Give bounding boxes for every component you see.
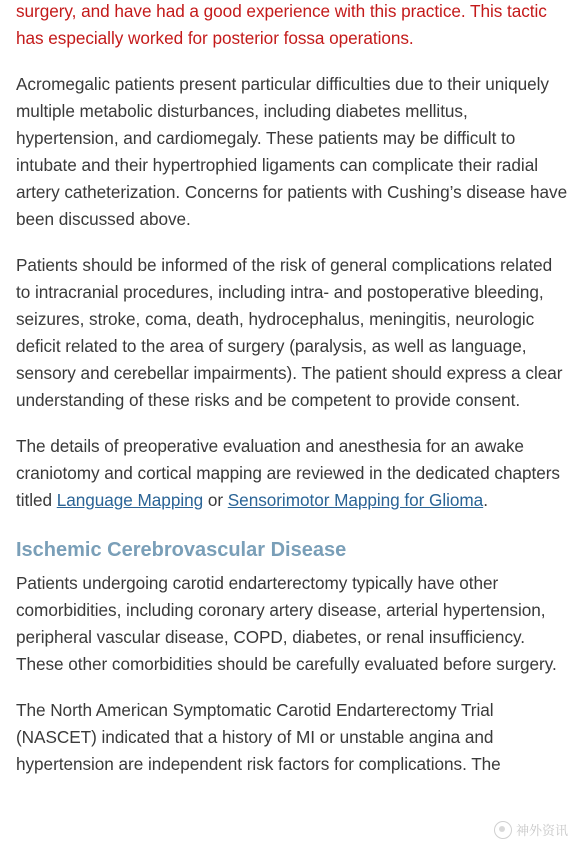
watermark [494, 820, 568, 839]
paragraph-text: The details of preoperative evaluation and anesthesia for an awake craniotomy and cortical mapping are reviewed in the dedicated chapters titled [16, 436, 560, 510]
watermark-text: 神外资讯 [515, 823, 568, 838]
section-heading: Ischemic Cerebrovascular Disease [16, 539, 347, 561]
paragraph-risks: Patients should be informed of the risk of general complications related to intracranial procedures, including intra- and postoperative bleeding, seizures, stroke, coma, death, hydrocephalus, meningitis, neurologic deficit related to the area of surgery (paralysis, as well as language, sensory and cerebellar impairments). The patient should express a clear understanding of these risks and be competent to provide consent. [16, 255, 563, 410]
paragraph-carotid: Patients undergoing carotid endarterectomy typically have other comorbidities, including coronary artery disease, arterial hypertension, peripheral vascular disease, COPD, diabetes, or renal insufficiency. These other comorbidities should be carefully evaluated before surgery. [16, 573, 557, 674]
article-content [16, 0, 568, 797]
sensorimotor-mapping-link[interactable]: Sensorimotor Mapping for Glioma [227, 490, 484, 510]
watermark-icon [494, 821, 512, 839]
paragraph-awake-craniotomy [16, 433, 568, 514]
paragraph-text: . [483, 490, 488, 510]
language-mapping-link[interactable]: Language Mapping [56, 490, 204, 510]
paragraph-text: or [203, 490, 228, 510]
highlighted-paragraph: surgery, and have had a good experience with this practice. This tactic has especially worked for posterior fossa operations. [16, 1, 547, 48]
paragraph-nascet: The North American Symptomatic Carotid Endarterectomy Trial (NASCET) indicated that a history of MI or unstable angina and hypertension are independent risk factors for complications. The [16, 700, 501, 774]
paragraph-acromegaly: Acromegalic patients present particular difficulties due to their uniquely multiple metabolic disturbances, including diabetes mellitus, hypertension, and cardiomegaly. These patients may be difficult to intubate and their hypertrophied ligaments can complicate their radial artery catheterization. Concerns for patients with Cushing’s disease have been discussed above. [16, 74, 568, 229]
